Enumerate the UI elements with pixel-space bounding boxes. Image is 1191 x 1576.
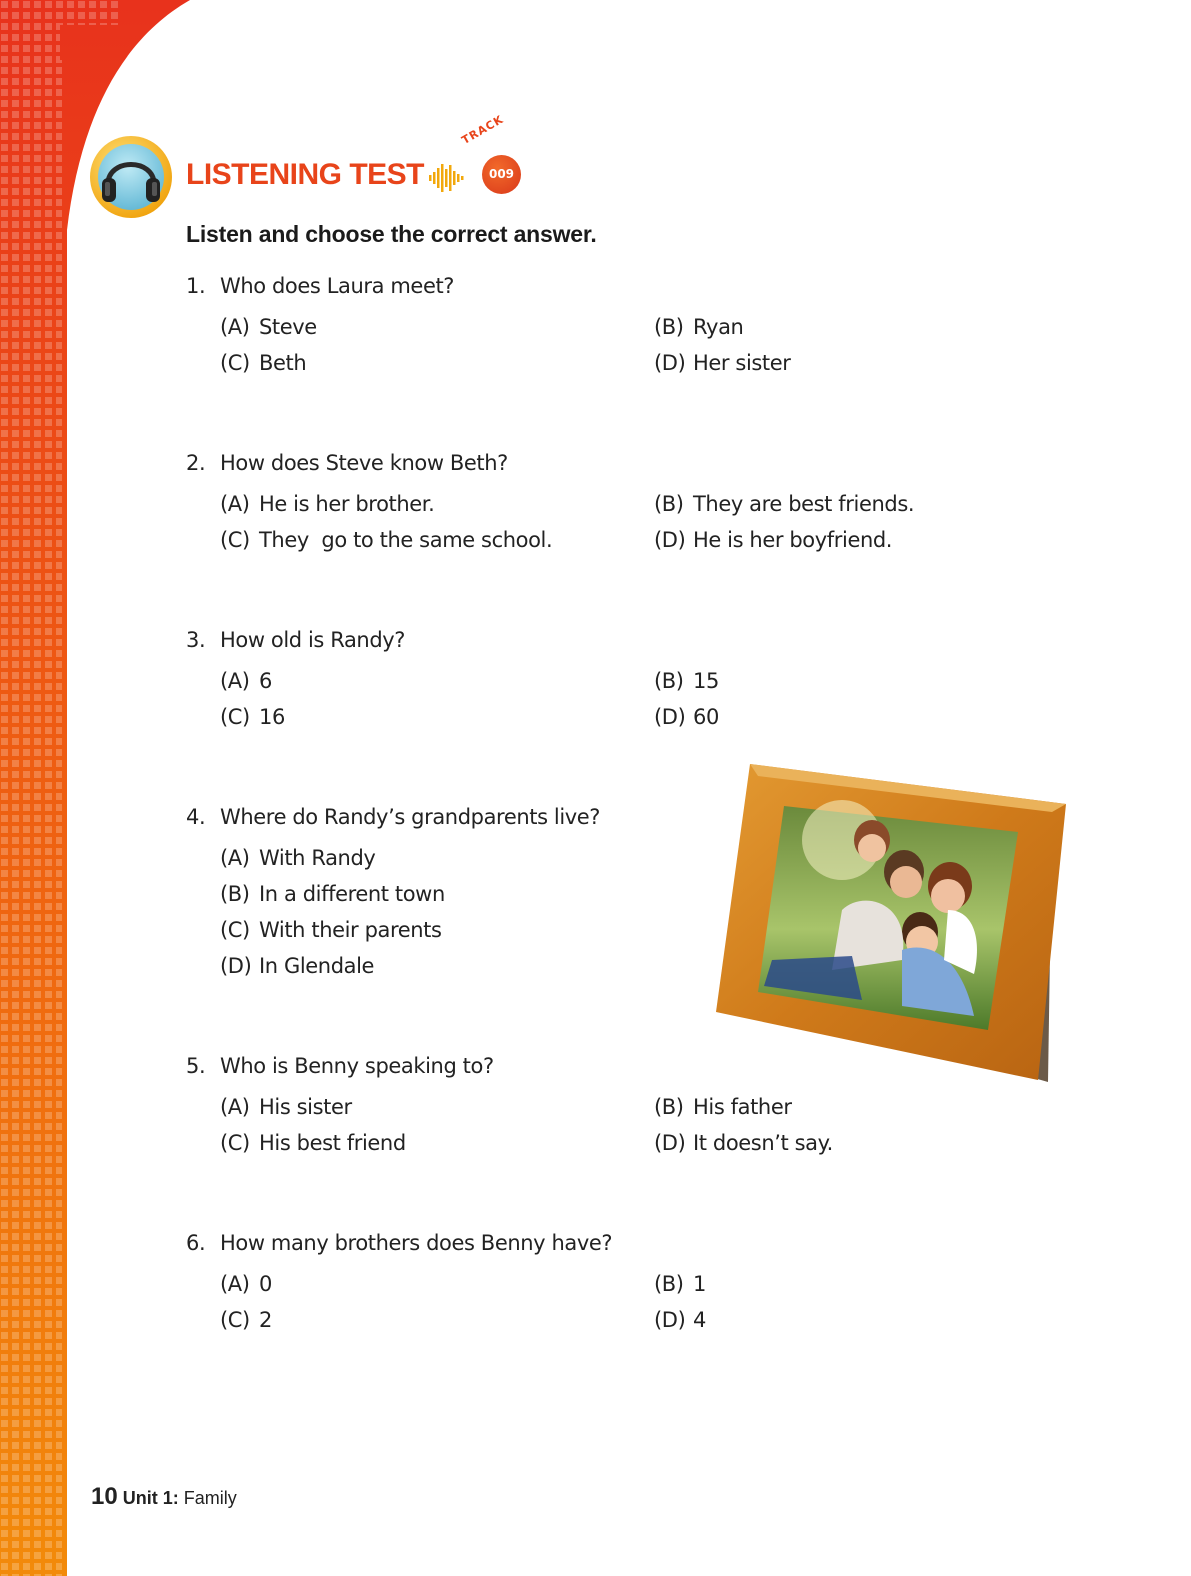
q5-option-d[interactable]: (D) It doesn’t say.: [654, 1131, 833, 1155]
headphones-icon: [88, 134, 174, 220]
question-text: Who does Laura meet?: [220, 274, 455, 298]
track-number-badge: 009: [482, 155, 521, 194]
section-title: LISTENING TEST: [186, 158, 425, 191]
q1-option-c[interactable]: (C) Beth: [220, 351, 307, 375]
question-5: [186, 1052, 494, 1080]
page-footer: [91, 1483, 237, 1511]
sound-wave-icon: [429, 163, 469, 193]
q3-option-a[interactable]: (A) 6: [220, 669, 272, 693]
unit-name: Family: [183, 1488, 237, 1508]
q4-option-a[interactable]: (A) With Randy: [220, 846, 376, 870]
family-photo-frame-icon: [712, 760, 1072, 1090]
decorative-side-band: [0, 0, 200, 1576]
question-text: Who is Benny speaking to?: [220, 1054, 494, 1078]
q2-option-b[interactable]: (B) They are best friends.: [654, 492, 915, 516]
question-number: 4.: [186, 805, 206, 829]
question-4: [186, 803, 600, 831]
q4-option-b[interactable]: (B) In a different town: [220, 882, 445, 906]
q3-option-b[interactable]: (B) 15: [654, 669, 719, 693]
question-text: How many brothers does Benny have?: [220, 1231, 613, 1255]
q2-option-c[interactable]: (C) They go to the same school.: [220, 528, 553, 552]
q2-option-a[interactable]: (A) He is her brother.: [220, 492, 435, 516]
question-number: 6.: [186, 1231, 206, 1255]
question-number: 2.: [186, 451, 206, 475]
question-text: How old is Randy?: [220, 628, 406, 652]
page-number: 10: [91, 1483, 118, 1510]
q5-option-b[interactable]: (B) His father: [654, 1095, 792, 1119]
q1-option-d[interactable]: (D) Her sister: [654, 351, 791, 375]
q3-option-d[interactable]: (D) 60: [654, 705, 719, 729]
q4-option-d[interactable]: (D) In Glendale: [220, 954, 375, 978]
question-2: [186, 449, 508, 477]
q6-option-d[interactable]: (D) 4: [654, 1308, 706, 1332]
q5-option-c[interactable]: (C) His best friend: [220, 1131, 406, 1155]
q6-option-c[interactable]: (C) 2: [220, 1308, 272, 1332]
q3-option-c[interactable]: (C) 16: [220, 705, 285, 729]
q4-option-c[interactable]: (C) With their parents: [220, 918, 442, 942]
q2-option-d[interactable]: (D) He is her boyfriend.: [654, 528, 893, 552]
question-1: [186, 272, 454, 300]
q6-option-b[interactable]: (B) 1: [654, 1272, 706, 1296]
unit-label: Unit 1:: [122, 1488, 179, 1508]
question-number: 1.: [186, 274, 206, 298]
question-3: [186, 626, 405, 654]
instruction-heading: Listen and choose the correct answer.: [186, 221, 597, 247]
question-number: 3.: [186, 628, 206, 652]
q1-option-a[interactable]: (A) Steve: [220, 315, 317, 339]
question-number: 5.: [186, 1054, 206, 1078]
question-text: Where do Randy’s grandparents live?: [220, 805, 601, 829]
question-6: [186, 1229, 612, 1257]
track-label: TRACK: [459, 112, 506, 147]
question-text: How does Steve know Beth?: [220, 451, 508, 475]
q1-option-b[interactable]: (B) Ryan: [654, 315, 744, 339]
q6-option-a[interactable]: (A) 0: [220, 1272, 272, 1296]
q5-option-a[interactable]: (A) His sister: [220, 1095, 352, 1119]
